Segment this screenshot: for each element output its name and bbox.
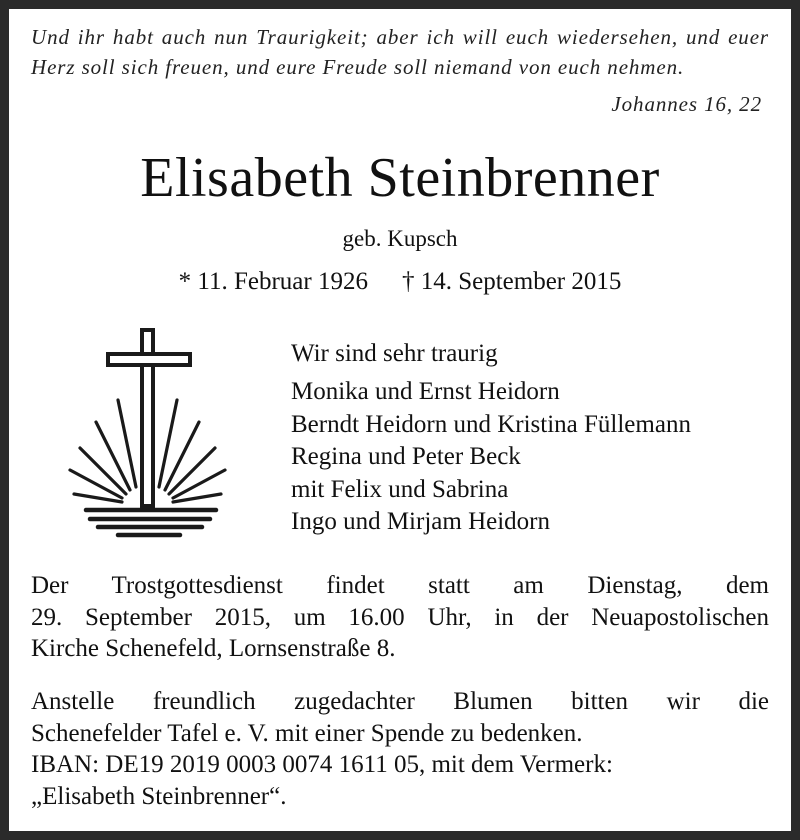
life-dates [0, 268, 800, 296]
service-line: 29. September 2015, um 16.00 Uhr, in der Neuapostolischen [31, 603, 769, 631]
maiden-name: geb. Kupsch [342, 226, 458, 251]
deceased-name: Elisabeth Steinbrenner [140, 147, 660, 209]
donation-line: Anstelle freundlich zugedachter Blumen bitten wir die [31, 688, 769, 715]
mourner-name: mit Felix und Sabrina [291, 475, 509, 503]
donation-line: Schenefelder Tafel e. V. mit einer Spende zu bedenken. [31, 719, 583, 747]
service-line: Der Trostgottesdienst findet statt am Dienstag, dem [31, 572, 769, 599]
donation-request [31, 686, 769, 812]
cross-with-sunrise-icon [60, 322, 240, 547]
service-announcement [31, 570, 769, 665]
birth-date: * 11. Februar 1926 [178, 268, 368, 295]
mourner-name: Berndt Heidorn und Kristina Füllemann [291, 410, 691, 438]
bible-reference: Johannes 16, 22 [611, 92, 762, 116]
bible-quote: Und ihr habt auch nun Traurigkeit; aber ich will euch wiedersehen, und euer Herz soll sich freuen, und eure Freude soll niemand von euch nehmen. [31, 25, 769, 79]
mourners-intro: Wir sind sehr traurig [291, 340, 498, 367]
death-date: † 14. September 2015 [401, 268, 622, 295]
service-line: Kirche Schenefeld, Lornsenstraße 8. [31, 635, 396, 662]
mourners-list [291, 338, 691, 539]
mourner-name: Regina und Peter Beck [291, 443, 521, 471]
mourner-name: Ingo und Mirjam Heidorn [291, 508, 550, 536]
donation-line: IBAN: DE19 2019 0003 0074 1611 05, mit dem Vermerk: [31, 751, 613, 778]
mourner-name: Monika und Ernst Heidorn [291, 378, 560, 405]
donation-line: „Elisabeth Steinbrenner“. [31, 782, 287, 810]
